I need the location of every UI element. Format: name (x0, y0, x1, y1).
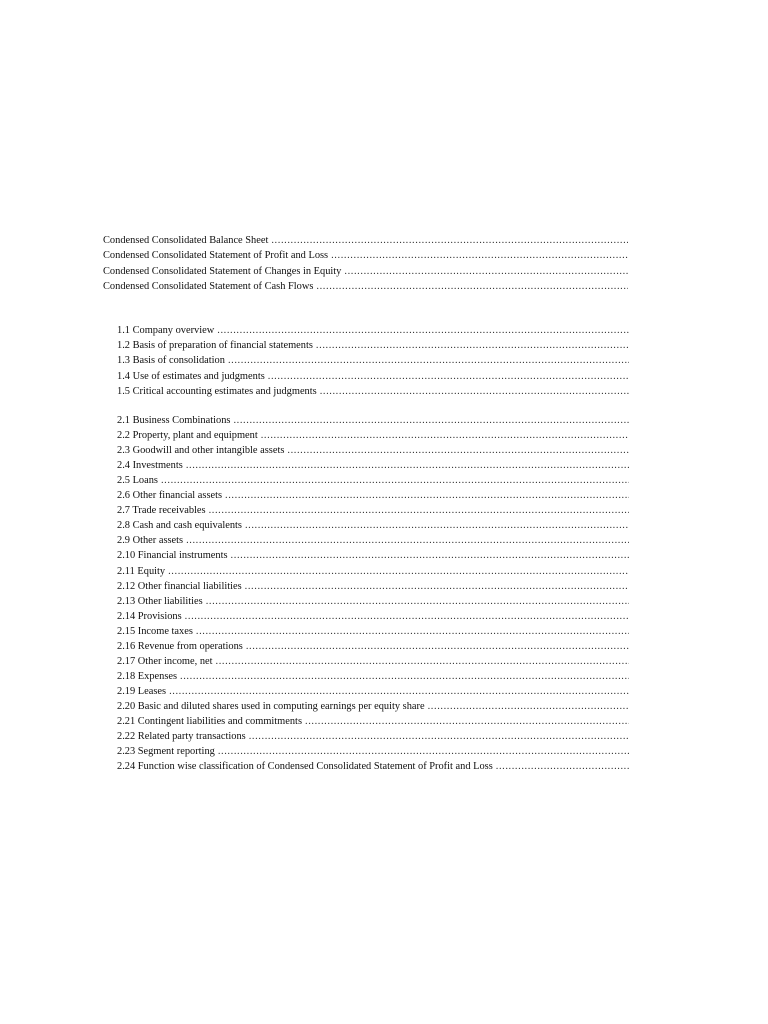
dot-leader (228, 353, 629, 368)
toc-entry (117, 353, 629, 368)
toc-entry-label: Condensed Consolidated Statement of Changes in Equity (103, 265, 342, 277)
toc-entry (117, 338, 629, 353)
dot-leader (196, 624, 629, 639)
toc-entry-label: 2.7 Trade receivables (117, 505, 206, 517)
dot-leader (161, 473, 629, 488)
toc-entry-label: Condensed Consolidated Balance Sheet (103, 235, 269, 246)
toc-entry (117, 699, 629, 714)
toc-entry (117, 533, 629, 548)
toc-entry (117, 579, 629, 594)
toc-entry-label: Condensed Consolidated Statement of Profit and Loss (103, 250, 329, 262)
toc-entry-label: 2.1 Business Combinations (117, 415, 231, 426)
dot-leader (218, 744, 629, 759)
toc-entry (117, 369, 629, 384)
toc-entry (117, 564, 629, 579)
dot-leader (168, 564, 629, 579)
toc-entry-label: 2.16 Revenue from operations (117, 640, 243, 652)
dot-leader (231, 548, 629, 563)
toc-entry-label: 2.17 Other income, net (117, 655, 213, 667)
toc-entry (117, 609, 629, 624)
toc-entry (117, 443, 629, 458)
toc-entry-label: 2.18 Expenses (117, 670, 178, 682)
dot-leader (186, 533, 629, 548)
toc-entry-label: 2.8 Cash and cash equivalents (117, 520, 242, 532)
toc-entry (117, 714, 629, 729)
dot-leader (216, 654, 629, 669)
dot-leader (268, 369, 629, 384)
toc-entry-label: 2.11 Equity (117, 565, 166, 577)
toc-entry (117, 428, 629, 443)
toc-entry-label: 2.10 Financial instruments (117, 550, 228, 562)
dot-leader (496, 759, 629, 774)
dot-leader (428, 699, 629, 714)
toc-entry-label: 2.21 Contingent liabilities and commitments (117, 716, 302, 727)
dot-leader (249, 729, 629, 744)
dot-leader (169, 684, 629, 699)
toc-entry (117, 488, 629, 503)
toc-entry-label: 2.4 Investments (117, 460, 183, 472)
toc-entry (117, 518, 629, 533)
toc-entry-label: 2.19 Leases (117, 685, 167, 697)
toc-entry (117, 744, 629, 759)
toc-entry (117, 473, 629, 488)
dot-leader (217, 323, 629, 338)
dot-leader (206, 594, 629, 609)
dot-leader (245, 518, 629, 533)
toc-entry (117, 639, 629, 654)
dot-leader (246, 639, 629, 654)
dot-leader (261, 428, 629, 443)
toc-entry-label: 2.22 Related party transactions (117, 731, 246, 743)
dot-leader (186, 458, 629, 473)
toc-entry (117, 729, 629, 744)
dot-leader (320, 384, 629, 399)
toc-entry (103, 233, 628, 248)
toc-entry-label: 1.5 Critical accounting estimates and judgments (117, 385, 317, 397)
toc-entry (103, 264, 628, 279)
toc-entry-label: 1.3 Basis of consolidation (117, 355, 225, 367)
toc-entry-label: 2.14 Provisions (117, 610, 182, 622)
toc-entry-label: 2.13 Other liabilities (117, 595, 203, 607)
dot-leader (225, 488, 629, 503)
toc-entry (117, 384, 629, 399)
toc-entry-label: 2.3 Goodwill and other intangible assets (117, 445, 285, 457)
dot-leader (245, 579, 629, 594)
toc-entry-label: 2.12 Other financial liabilities (117, 580, 242, 592)
toc-entry-label: 1.1 Company overview (117, 325, 215, 336)
dot-leader (331, 248, 628, 263)
toc-entry (117, 548, 629, 563)
toc-entry (117, 503, 629, 518)
dot-leader (287, 443, 629, 458)
toc-entry-label: 2.24 Function wise classification of Condensed Consolidated Statement of Profit and Loss (117, 761, 493, 773)
toc-entry-label: 2.5 Loans (117, 475, 158, 487)
toc-entry (117, 594, 629, 609)
dot-leader (344, 264, 628, 279)
toc-entry (117, 624, 629, 639)
toc-entry-label: 2.23 Segment reporting (117, 746, 215, 758)
dot-leader (316, 279, 628, 294)
toc-entry (117, 669, 629, 684)
toc-entry (103, 248, 628, 263)
toc-entry (117, 684, 629, 699)
dot-leader (233, 413, 629, 428)
dot-leader (185, 609, 629, 624)
toc-entry (103, 279, 628, 294)
toc-entry-label: 1.2 Basis of preparation of financial statements (117, 340, 313, 352)
toc-entry (117, 759, 629, 774)
dot-leader (305, 714, 629, 729)
dot-leader (209, 503, 629, 518)
toc-entry (117, 458, 629, 473)
toc-entry (117, 654, 629, 669)
dot-leader (271, 233, 628, 248)
toc-entry-label: 2.6 Other financial assets (117, 490, 223, 502)
toc-entry-label: 1.4 Use of estimates and judgments (117, 370, 265, 382)
toc-entry (117, 323, 629, 338)
toc-entry-label: 2.20 Basic and diluted shares used in computing earnings per equity share (117, 700, 425, 712)
toc-entry-label: 2.15 Income taxes (117, 625, 193, 637)
toc-entry-label: 2.9 Other assets (117, 535, 184, 547)
dot-leader (316, 338, 629, 353)
toc-entry-label: Condensed Consolidated Statement of Cash Flows (103, 280, 314, 292)
toc-entry (117, 413, 629, 428)
toc-entry-label: 2.2 Property, plant and equipment (117, 430, 258, 442)
dot-leader (180, 669, 629, 684)
